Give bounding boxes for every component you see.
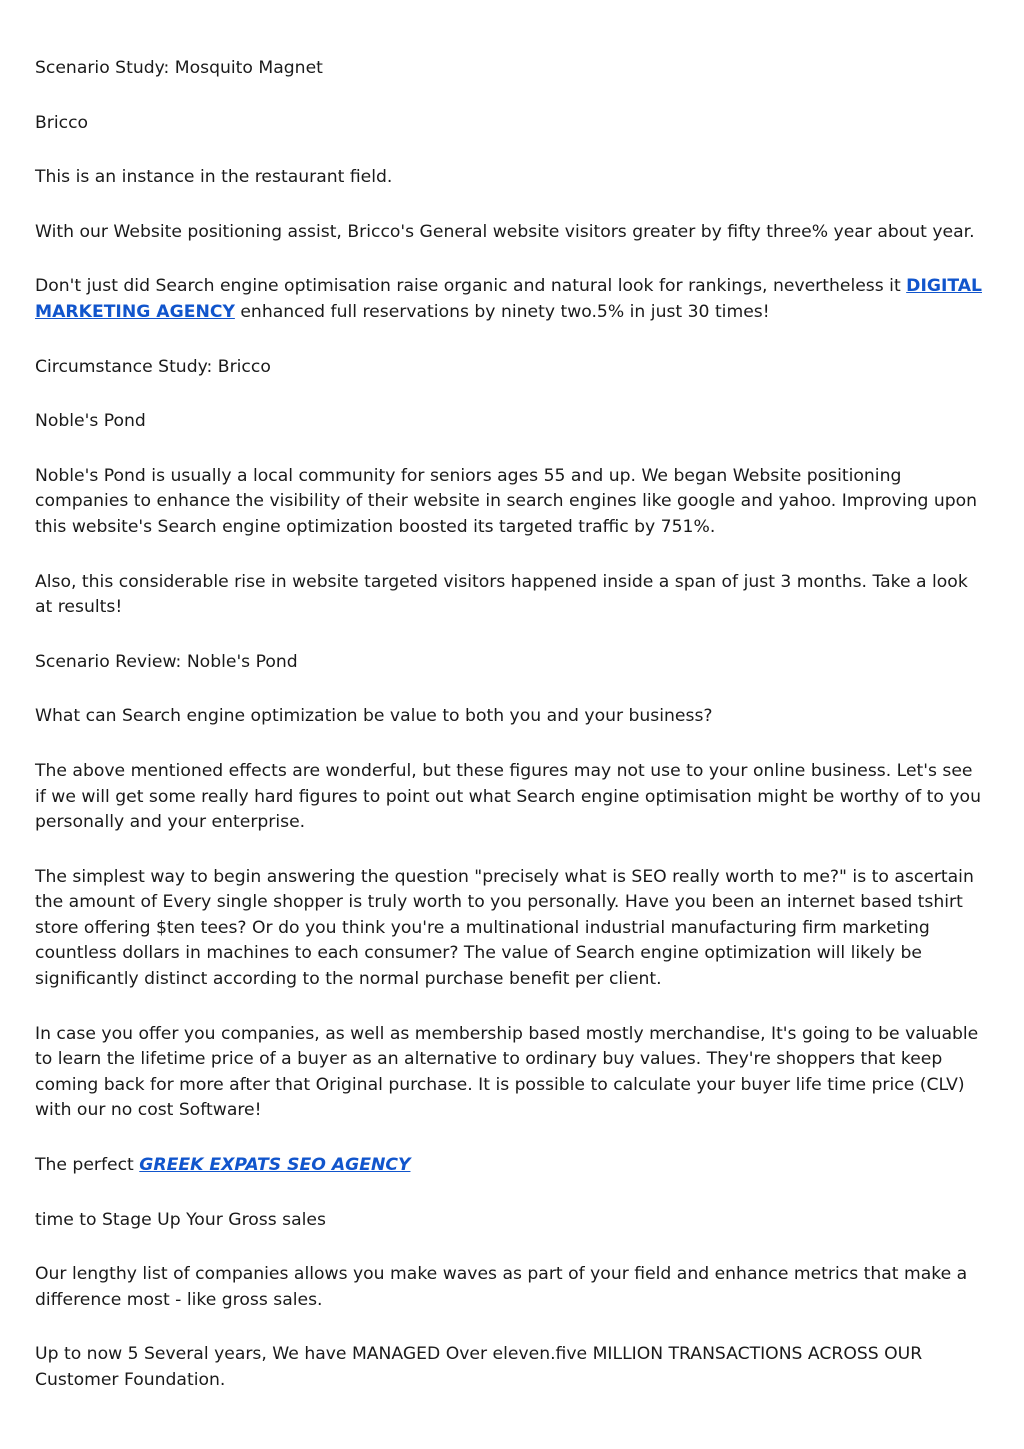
paragraph-transactions: Up to now 5 Several years, We have MANAGED Over eleven.five MILLION TRANSACTIONS ACROSS OUR Customer Foundation. — [35, 1344, 923, 1390]
paragraph-nobles-pond-intro: Noble's Pond is usually a local community for seniors ages 55 and up. We began Website positioning companies to enhance the visibility of their website in search engines like google and yahoo. Improving upon this website's Search engine optimization boosted its targeted traffic by 751%. — [35, 465, 978, 537]
heading-scenario-review: Scenario Review: Noble's Pond — [35, 651, 298, 672]
greek-expats-seo-agency-link[interactable]: GREEK EXPATS SEO AGENCY — [139, 1155, 411, 1176]
paragraph-lifetime-value: In case you offer you companies, as well as membership based mostly merchandise, It's going to be valuable to learn the lifetime price of a buyer as an alternative to ordinary buy values. They're shoppers that keep coming back for more after that Original purchase. It is possible to calculate your buyer life time price (CLV) with our no cost Software! — [35, 1023, 979, 1121]
paragraph-text: enhanced full reservations by ninety two.5% in just 30 times! — [234, 301, 770, 322]
paragraph-companies-list: Our lengthy list of companies allows you make waves as part of your field and enhance metrics that make a difference most - like gross sales. — [35, 1264, 968, 1310]
heading-bricco: Bricco — [35, 112, 89, 133]
paragraph-nobles-pond-results: Also, this considerable rise in website targeted visitors happened inside a span of just 3 months. Take a look at results! — [35, 571, 968, 618]
digital-marketing-agency-link[interactable]: DIGITAL MARKETING AGENCY — [35, 276, 982, 322]
paragraph-text: Don't just did Search engine optimisation raise organic and natural look for rankings, nevertheless it — [35, 276, 907, 297]
paragraph-seo-worth: The simplest way to begin answering the question "precisely what is SEO really worth to me?" is to ascertain the amount of Every single shopper is truly worth to you personally. Have you been an internet based tshirt store offering $ten tees? Or do you think you're a multinational industrial manufacturing firm marketing countless dollars in machines to each consumer? The value of Search engine optimization will likely be significantly distinct according to the normal purchase benefit per client. — [35, 866, 974, 990]
heading-mosquito-magnet: Scenario Study: Mosquito Magnet — [35, 58, 323, 78]
heading-level-up-sales: time to Stage Up Your Gross sales — [35, 1209, 326, 1230]
document-page — [35, 56, 985, 1423]
heading-case-study-bricco: Circumstance Study: Bricco — [35, 356, 271, 377]
paragraph-text: The perfect — [35, 1155, 140, 1176]
paragraph-bricco-visitors: With our Website positioning assist, Bricco's General website visitors greater by fifty three% year about year. — [35, 221, 975, 242]
paragraph-hard-figures: The above mentioned effects are wonderful, but these figures may not use to your online business. Let's see if we will get some really hard figures to point out what Search engine optimisation might be worthy of to you personally and your enterprise. — [35, 760, 981, 833]
paragraph-perfect-agency — [35, 1153, 985, 1179]
paragraph-bricco-reservations — [35, 274, 985, 325]
paragraph-restaurant-instance: This is an instance in the restaurant field. — [35, 167, 393, 188]
heading-nobles-pond: Noble's Pond — [35, 411, 146, 432]
question-seo-value: What can Search engine optimization be value to both you and your business? — [35, 706, 713, 727]
